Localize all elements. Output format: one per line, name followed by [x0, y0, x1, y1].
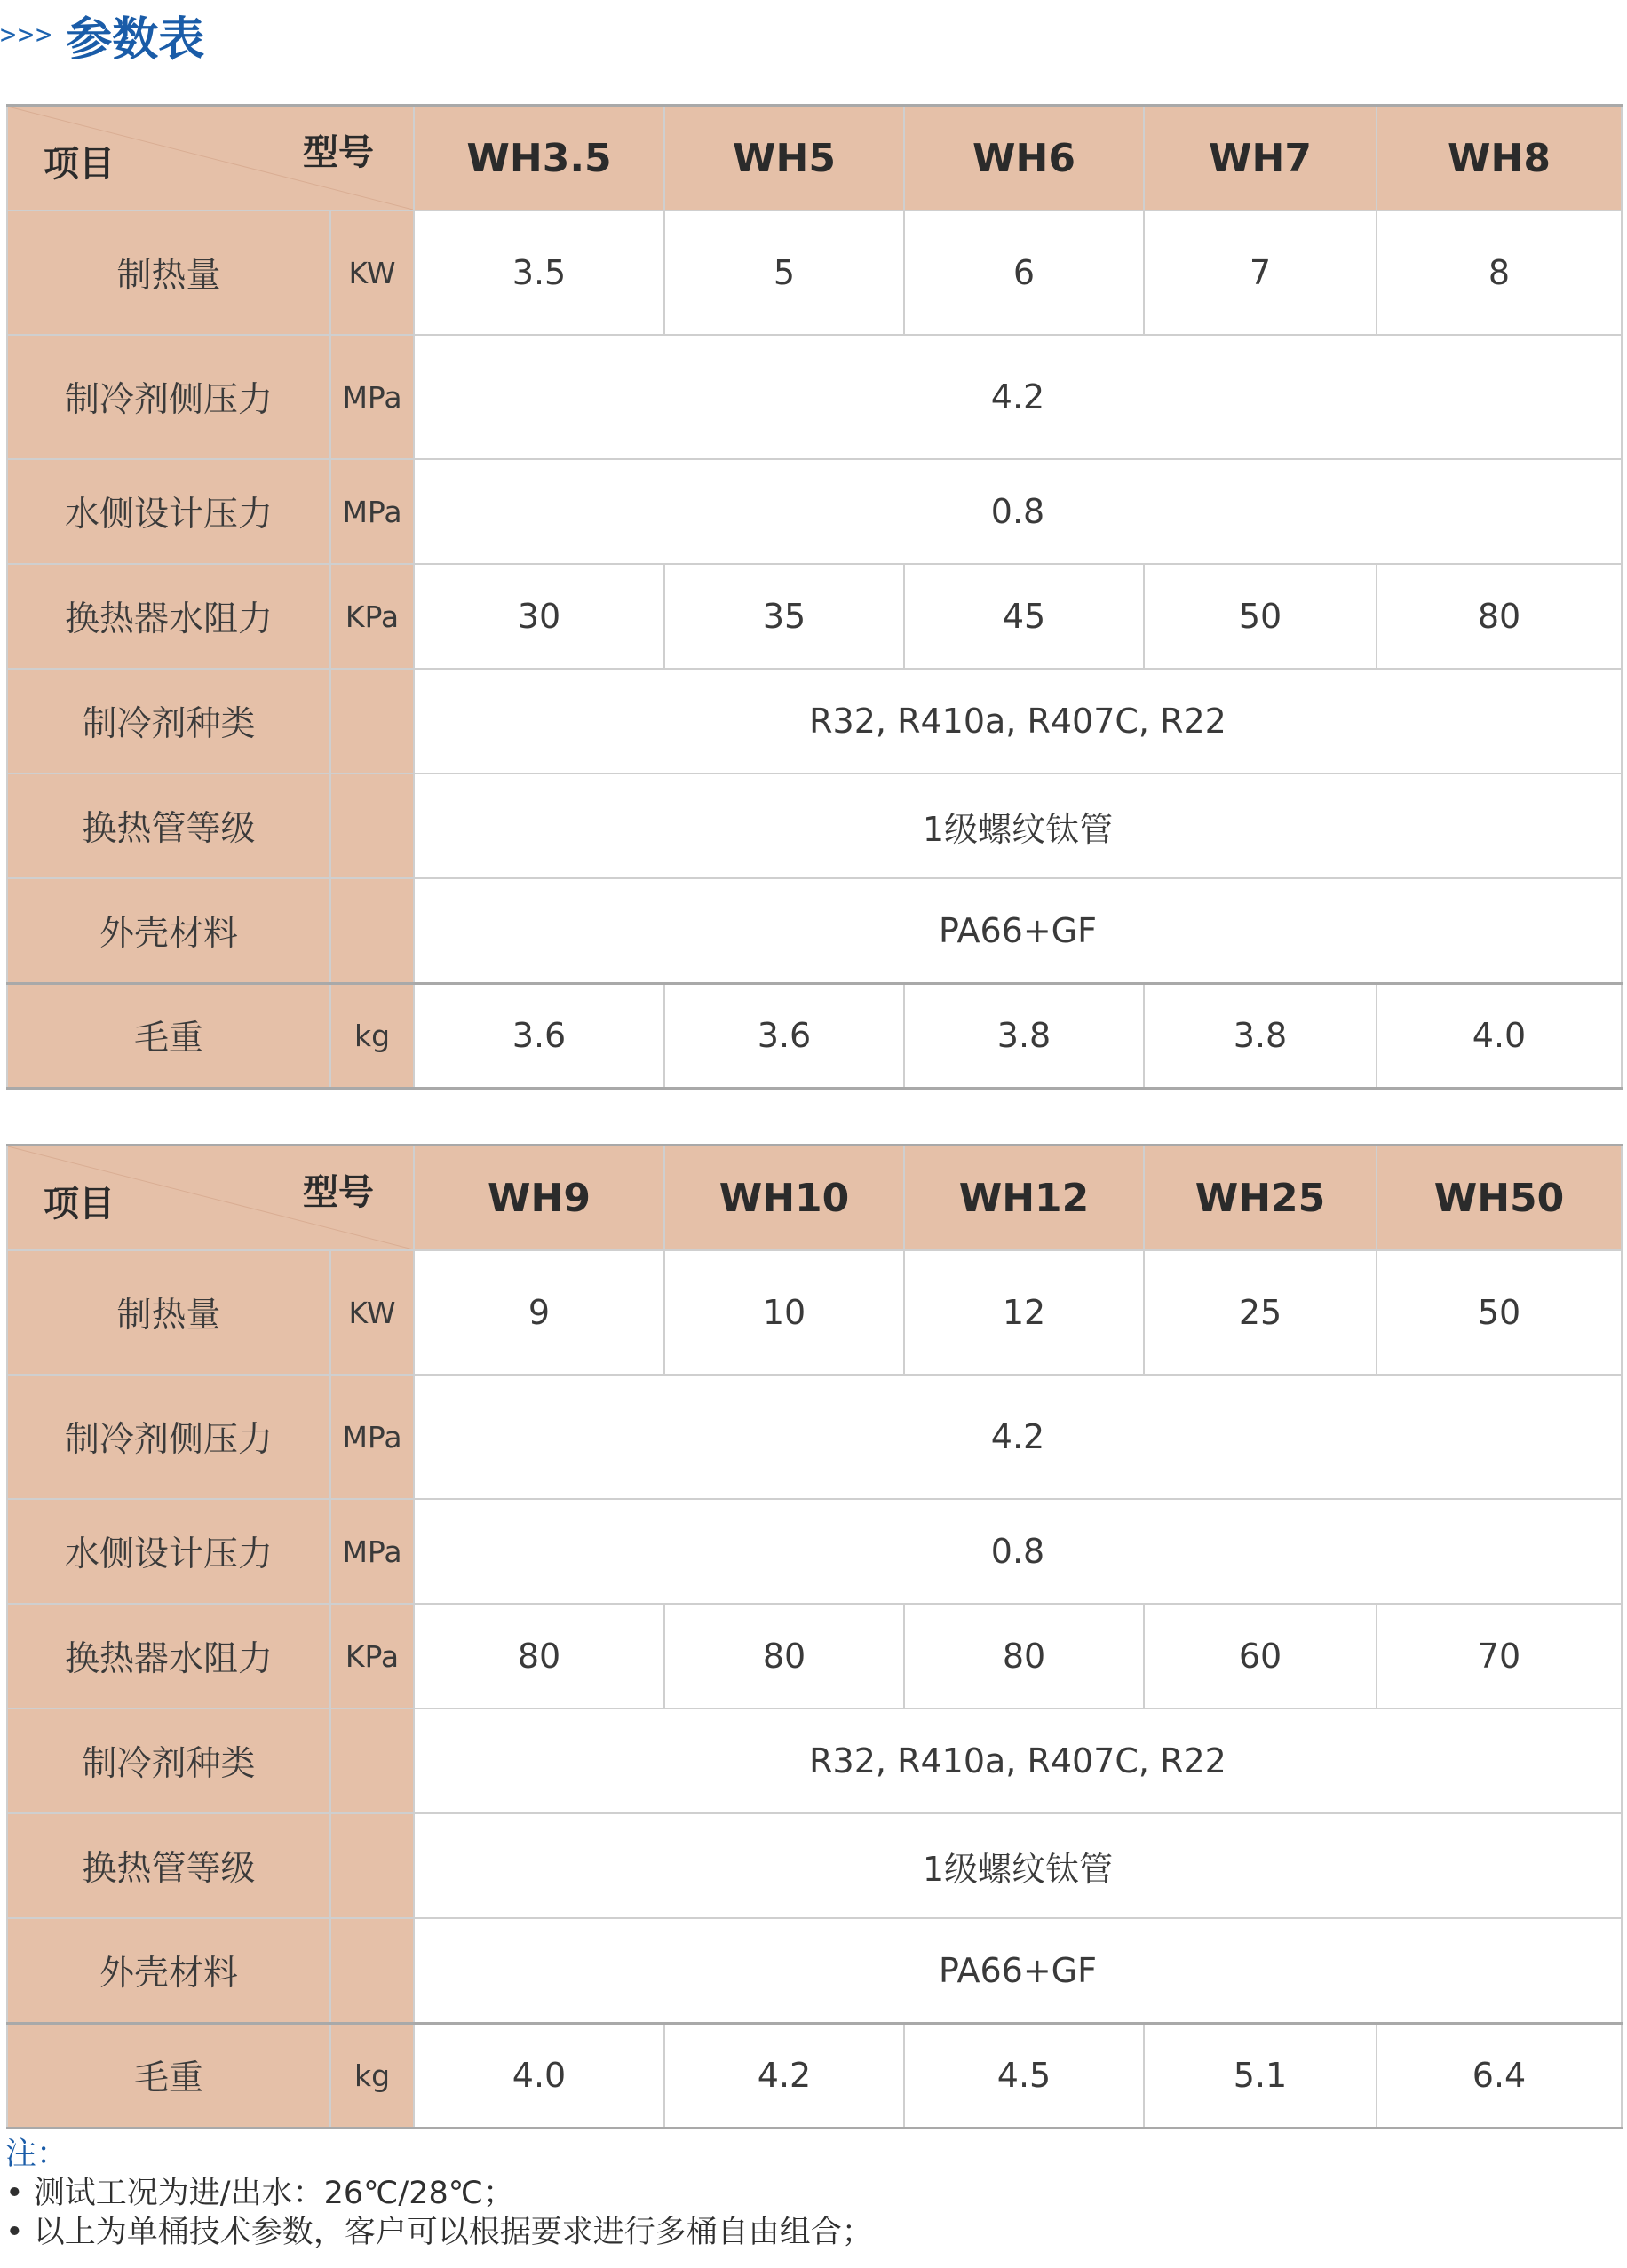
table-row	[7, 459, 1622, 564]
row-label: 制冷剂种类	[7, 1709, 330, 1813]
row-unit: MPa	[330, 1375, 414, 1499]
note-item: • 以上为单桶技术参数，客户可以根据要求进行多桶自由组合；	[5, 2215, 873, 2250]
corner-model-label: 型号	[303, 132, 374, 173]
table-row	[7, 669, 1622, 773]
table-row	[7, 773, 1622, 878]
value-cell: 5.1	[1144, 2023, 1377, 2128]
value-cell: 8	[1377, 210, 1622, 335]
merged-value-cell: 0.8	[414, 1499, 1622, 1604]
value-cell: 45	[904, 564, 1144, 669]
table-row	[7, 335, 1622, 459]
value-cell: 3.6	[414, 983, 664, 1088]
row-label: 换热器水阻力	[7, 564, 330, 669]
row-unit	[330, 1813, 414, 1918]
model-header: WH8	[1377, 106, 1622, 211]
header-row	[7, 1146, 1622, 1251]
value-cell: 12	[904, 1250, 1144, 1375]
row-label: 换热管等级	[7, 1813, 330, 1918]
row-label: 水侧设计压力	[7, 459, 330, 564]
corner-cell	[7, 106, 414, 211]
spec-table-1	[6, 104, 1623, 1090]
note-text: 测试工况为进/出水：26℃/28℃；	[33, 2176, 515, 2211]
notes	[5, 2135, 873, 2252]
value-cell: 5	[664, 210, 904, 335]
value-cell: 30	[414, 564, 664, 669]
row-unit: KPa	[330, 564, 414, 669]
row-unit: KPa	[330, 1604, 414, 1709]
value-cell: 80	[414, 1604, 664, 1709]
model-header: WH6	[904, 106, 1144, 211]
model-header: WH7	[1144, 106, 1377, 211]
row-unit: MPa	[330, 335, 414, 459]
row-unit: kg	[330, 2023, 414, 2128]
merged-value-cell: 1级螺纹钛管	[414, 773, 1622, 878]
corner-model-label: 型号	[303, 1172, 374, 1213]
model-header: WH50	[1377, 1146, 1622, 1251]
corner-item-label: 项目	[44, 144, 115, 185]
table-row	[7, 1813, 1622, 1918]
merged-value-cell: 1级螺纹钛管	[414, 1813, 1622, 1918]
corner-cell	[7, 1146, 414, 1251]
row-label: 毛重	[7, 983, 330, 1088]
notes-title: 注：	[5, 2137, 68, 2172]
value-cell: 70	[1377, 1604, 1622, 1709]
value-cell: 6	[904, 210, 1144, 335]
value-cell: 60	[1144, 1604, 1377, 1709]
table-row	[7, 210, 1622, 335]
merged-value-cell: 4.2	[414, 1375, 1622, 1499]
spec-table-2	[6, 1144, 1623, 2129]
row-label: 水侧设计压力	[7, 1499, 330, 1604]
note-text: 以上为单桶技术参数，客户可以根据要求进行多桶自由组合；	[33, 2215, 873, 2250]
table-row	[7, 983, 1622, 1088]
value-cell: 25	[1144, 1250, 1377, 1375]
merged-value-cell: R32, R410a, R407C, R22	[414, 1709, 1622, 1813]
title-row	[0, 4, 204, 66]
value-cell: 80	[1377, 564, 1622, 669]
model-header: WH9	[414, 1146, 664, 1251]
row-label: 制冷剂种类	[7, 669, 330, 773]
value-cell: 3.8	[904, 983, 1144, 1088]
row-label: 制冷剂侧压力	[7, 1375, 330, 1499]
value-cell: 50	[1144, 564, 1377, 669]
value-cell: 6.4	[1377, 2023, 1622, 2128]
row-label: 毛重	[7, 2023, 330, 2128]
value-cell: 3.5	[414, 210, 664, 335]
row-unit: KW	[330, 1250, 414, 1375]
value-cell: 4.2	[664, 2023, 904, 2128]
value-cell: 3.6	[664, 983, 904, 1088]
row-unit	[330, 878, 414, 983]
value-cell: 7	[1144, 210, 1377, 335]
row-unit	[330, 773, 414, 878]
value-cell: 80	[664, 1604, 904, 1709]
model-header: WH12	[904, 1146, 1144, 1251]
table-row	[7, 1604, 1622, 1709]
model-header: WH25	[1144, 1146, 1377, 1251]
table-row	[7, 1499, 1622, 1604]
row-unit: KW	[330, 210, 414, 335]
value-cell: 35	[664, 564, 904, 669]
value-cell: 9	[414, 1250, 664, 1375]
row-unit	[330, 669, 414, 773]
value-cell: 10	[664, 1250, 904, 1375]
row-unit	[330, 1918, 414, 2023]
table-row	[7, 1709, 1622, 1813]
value-cell: 3.8	[1144, 983, 1377, 1088]
value-cell: 4.0	[1377, 983, 1622, 1088]
table-row	[7, 1250, 1622, 1375]
model-header: WH10	[664, 1146, 904, 1251]
merged-value-cell: R32, R410a, R407C, R22	[414, 669, 1622, 773]
arrows-icon: >>>	[0, 19, 54, 51]
row-label: 换热管等级	[7, 773, 330, 878]
row-unit: kg	[330, 983, 414, 1088]
table-row	[7, 1375, 1622, 1499]
row-label: 制热量	[7, 210, 330, 335]
model-header: WH3.5	[414, 106, 664, 211]
row-label: 制冷剂侧压力	[7, 335, 330, 459]
row-unit: MPa	[330, 459, 414, 564]
row-unit	[330, 1709, 414, 1813]
table-row	[7, 564, 1622, 669]
note-item: • 测试工况为进/出水：26℃/28℃；	[5, 2176, 515, 2211]
merged-value-cell: PA66+GF	[414, 1918, 1622, 2023]
merged-value-cell: PA66+GF	[414, 878, 1622, 983]
row-unit: MPa	[330, 1499, 414, 1604]
value-cell: 80	[904, 1604, 1144, 1709]
model-header: WH5	[664, 106, 904, 211]
merged-value-cell: 4.2	[414, 335, 1622, 459]
table-row	[7, 878, 1622, 983]
row-label: 制热量	[7, 1250, 330, 1375]
value-cell: 4.5	[904, 2023, 1144, 2128]
corner-item-label: 项目	[44, 1184, 115, 1225]
value-cell: 50	[1377, 1250, 1622, 1375]
merged-value-cell: 0.8	[414, 459, 1622, 564]
row-label: 外壳材料	[7, 1918, 330, 2023]
row-label: 外壳材料	[7, 878, 330, 983]
row-label: 换热器水阻力	[7, 1604, 330, 1709]
page-title: 参数表	[66, 12, 205, 67]
header-row	[7, 106, 1622, 211]
table-row	[7, 1918, 1622, 2023]
table-row	[7, 2023, 1622, 2128]
value-cell: 4.0	[414, 2023, 664, 2128]
